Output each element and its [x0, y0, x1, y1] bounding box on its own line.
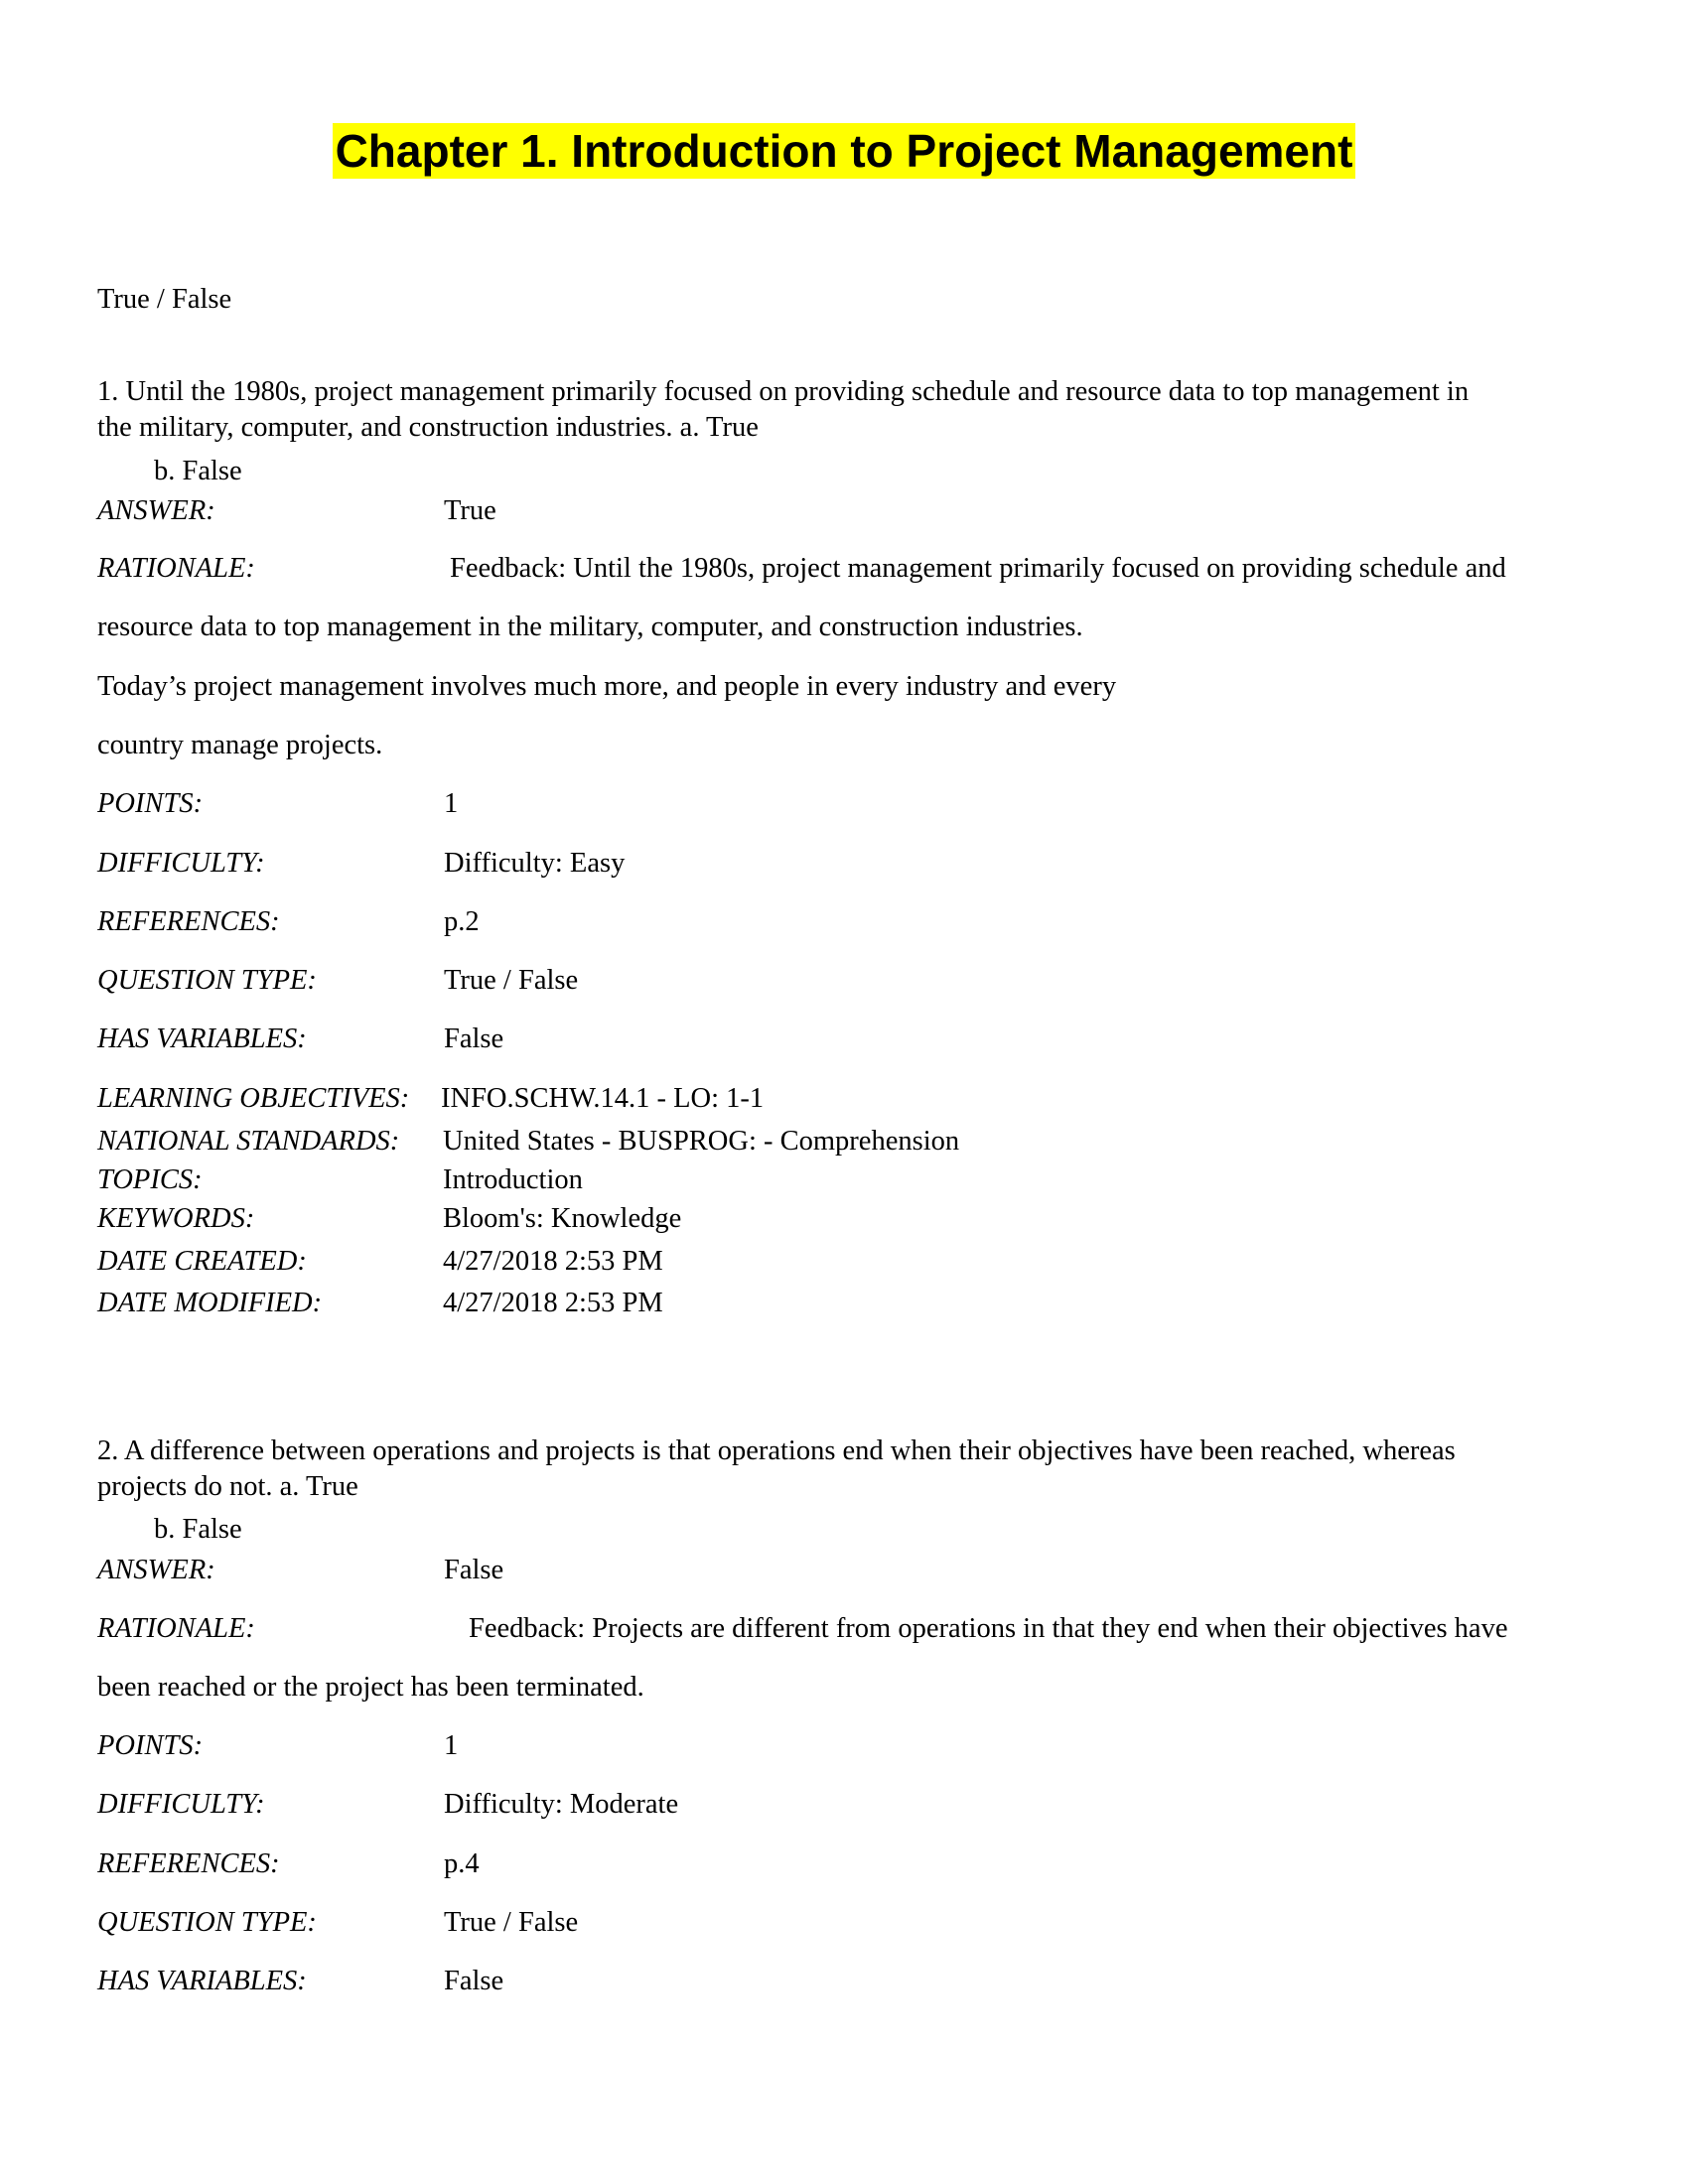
keywords-label: KEYWORDS:	[97, 1203, 255, 1234]
references-value: p.4	[444, 1848, 480, 1879]
learning-objectives-value: INFO.SCHW.14.1 - LO: 1-1	[441, 1083, 765, 1114]
points-label: POINTS:	[97, 788, 204, 819]
rationale-line-1: Feedback: Until the 1980s, project management primarily focused on providing schedule and	[450, 553, 1506, 584]
answer-value: True	[444, 495, 496, 526]
rationale-line-4: country manage projects.	[97, 730, 383, 760]
difficulty-value: Difficulty: Moderate	[444, 1789, 679, 1820]
question-type-label: QUESTION TYPE:	[97, 965, 317, 996]
rationale-label: RATIONALE:	[97, 553, 255, 584]
date-modified-value: 4/27/2018 2:53 PM	[443, 1288, 663, 1318]
date-created-label: DATE CREATED:	[97, 1246, 307, 1277]
difficulty-label: DIFFICULTY:	[97, 1789, 265, 1820]
references-label: REFERENCES:	[97, 1848, 280, 1879]
references-label: REFERENCES:	[97, 906, 280, 937]
title-row	[0, 123, 1688, 179]
question-stem-line-2: projects do not. a. True	[97, 1471, 358, 1502]
answer-label: ANSWER:	[97, 1555, 215, 1585]
option-b: b. False	[154, 1514, 242, 1545]
question-stem-line-1: 1. Until the 1980s, project management primarily focused on providing schedule and resource data to top management in	[97, 376, 1470, 407]
national-standards-label: NATIONAL STANDARDS:	[97, 1126, 400, 1157]
answer-label: ANSWER:	[97, 495, 215, 526]
topics-value: Introduction	[443, 1164, 583, 1195]
learning-objectives-label: LEARNING OBJECTIVES:	[97, 1083, 410, 1114]
question-type-value: True / False	[444, 1907, 579, 1938]
references-value: p.2	[444, 906, 480, 937]
topics-label: TOPICS:	[97, 1164, 203, 1195]
question-type-label: QUESTION TYPE:	[97, 1907, 317, 1938]
question-type-value: True / False	[444, 965, 579, 996]
rationale-line-2: resource data to top management in the military, computer, and construction industries.	[97, 612, 1083, 642]
answer-value: False	[444, 1555, 504, 1585]
question-stem-line-2: the military, computer, and construction industries. a. True	[97, 412, 759, 443]
points-value: 1	[444, 1730, 459, 1761]
rationale-line-1: Feedback: Projects are different from operations in that they end when their objectives have	[469, 1613, 1508, 1644]
has-variables-label: HAS VARIABLES:	[97, 1024, 307, 1054]
date-created-value: 4/27/2018 2:53 PM	[443, 1246, 663, 1277]
points-value: 1	[444, 788, 459, 819]
points-label: POINTS:	[97, 1730, 204, 1761]
section-heading: True / False	[97, 284, 232, 315]
option-b: b. False	[154, 456, 242, 486]
date-modified-label: DATE MODIFIED:	[97, 1288, 323, 1318]
keywords-value: Bloom's: Knowledge	[443, 1203, 682, 1234]
rationale-line-3: Today’s project management involves much more, and people in every industry and every	[97, 671, 1117, 702]
has-variables-value: False	[444, 1966, 504, 1996]
page-title: Chapter 1. Introduction to Project Management	[333, 123, 1356, 179]
difficulty-label: DIFFICULTY:	[97, 848, 265, 879]
national-standards-value: United States - BUSPROG: - Comprehension	[443, 1126, 960, 1157]
difficulty-value: Difficulty: Easy	[444, 848, 626, 879]
has-variables-label: HAS VARIABLES:	[97, 1966, 307, 1996]
question-stem-line-1: 2. A difference between operations and projects is that operations end when their objectives have been reached, whereas	[97, 1435, 1456, 1466]
rationale-label: RATIONALE:	[97, 1613, 255, 1644]
rationale-line-2: been reached or the project has been terminated.	[97, 1672, 644, 1703]
has-variables-value: False	[444, 1024, 504, 1054]
